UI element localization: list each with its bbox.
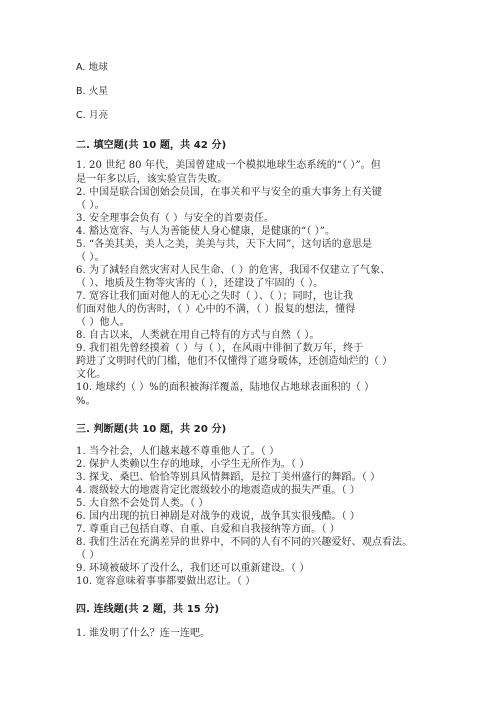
fill-line: 1. 20 世纪 80 年代，美国曾建成一个模拟地球生态系统的“（ ）”。但 [76,160,381,171]
judge-line: 3. 探戈、桑巴、恰恰等别具风情舞蹈，是拉丁美州盛行的舞蹈。（ ） [76,472,381,483]
judge-line: 6. 国内出现的抗日神剧是对战争的戏说，战争其实很残酷。（ ） [76,511,360,522]
fill-line: 4. 豁达宽容、与人为善能使人身心健康，是健康的“（ ）”。 [76,226,336,237]
fill-line: 10. 地球约（ ）%的面积被海洋覆盖，陆地仅占地球表面积的（ ） [76,382,375,393]
fill-line: 8. 自古以来，人类就在用自己特有的方式与自然（ ）。 [76,330,320,341]
judge-line: 8. 我们生活在充满差异的世界中，不同的人有不同的兴趣爱好、观点看法。 [76,537,413,548]
judge-line: （ ） [76,550,100,561]
section-header-judge: 三. 判断题(共 10 题，共 20 分) [76,424,227,435]
match-line: 1. 谁发明了什么？连一连吧。 [76,628,211,639]
fill-line: 6. 为了減轻自然灾害对人民生命、（ ）的危害，我国不仅建立了气象、 [76,265,391,276]
option-a: A. 地球 [76,62,108,73]
fill-line: 9. 我们祖先曾经摸着（ ）与（ ），在风雨中徘徊了数万年，终于 [76,343,364,354]
judge-line: 1. 当今社会，人们越来越不尊重他人了。（ ） [76,446,280,457]
section-header-match: 四. 连线题(共 2 题，共 15 分) [76,604,220,615]
fill-line: （ ）。 [76,200,105,211]
judge-line: 9. 环境被破坏了没什么，我们还可以重新建设。（ ） [76,563,310,574]
fill-line: 5. “各美其美，美人之美，美美与共，天下大同”，这句话的意思是 [76,239,373,250]
judge-line: 4. 震级较大的地震肯定比震级较小的地震造成的损失严重。（ ） [76,485,360,496]
option-c: C. 月亮 [76,110,109,121]
fill-line: （ ）。 [76,252,105,263]
fill-line: （ ）他人。 [76,317,130,328]
judge-line: 5. 大自然不会处罚人类。（ ） [76,498,209,509]
fill-line: 3. 安全理事会负有（ ）与安全的首要责任。 [76,213,275,224]
section-header-fill: 二. 填空题(共 10 题，共 42 分) [76,140,227,151]
fill-line: 文化。 [76,369,107,380]
fill-line: 们面对他人的伤害时，（ ）心中的不满，（ ）报复的想法，懂得 [76,304,356,315]
judge-line: 10. 宽容意味着事事都要做出忍让。（ ） [76,576,256,587]
judge-line: 7. 尊重自己包括自尊、自重、自爱和自我接纳等方面。（ ） [76,524,340,535]
fill-line: %。 [76,396,96,407]
fill-line: 跨进了文明时代的门槛，他们不仅懂得了遮身暖体，还创造灿烂的（ ） [76,356,393,367]
fill-line: （ ）、地质及生物等灾害的（ ），还建设了牢固的（ ）。 [76,278,324,289]
fill-line: 是一年多以后，该实验宣告失败。 [76,174,228,185]
fill-line: 2. 中国是联合国创始会员国，在事关和平与安全的重大事务上有关键 [76,187,382,198]
judge-line: 2. 保护人类赖以生存的地球，小学生无所作为。（ ） [76,459,310,470]
option-b: B. 火星 [76,86,109,97]
fill-line: 7. 宽容让我们面对他人的无心之失时（ ）、（ ）；同时，也让我 [76,291,354,302]
